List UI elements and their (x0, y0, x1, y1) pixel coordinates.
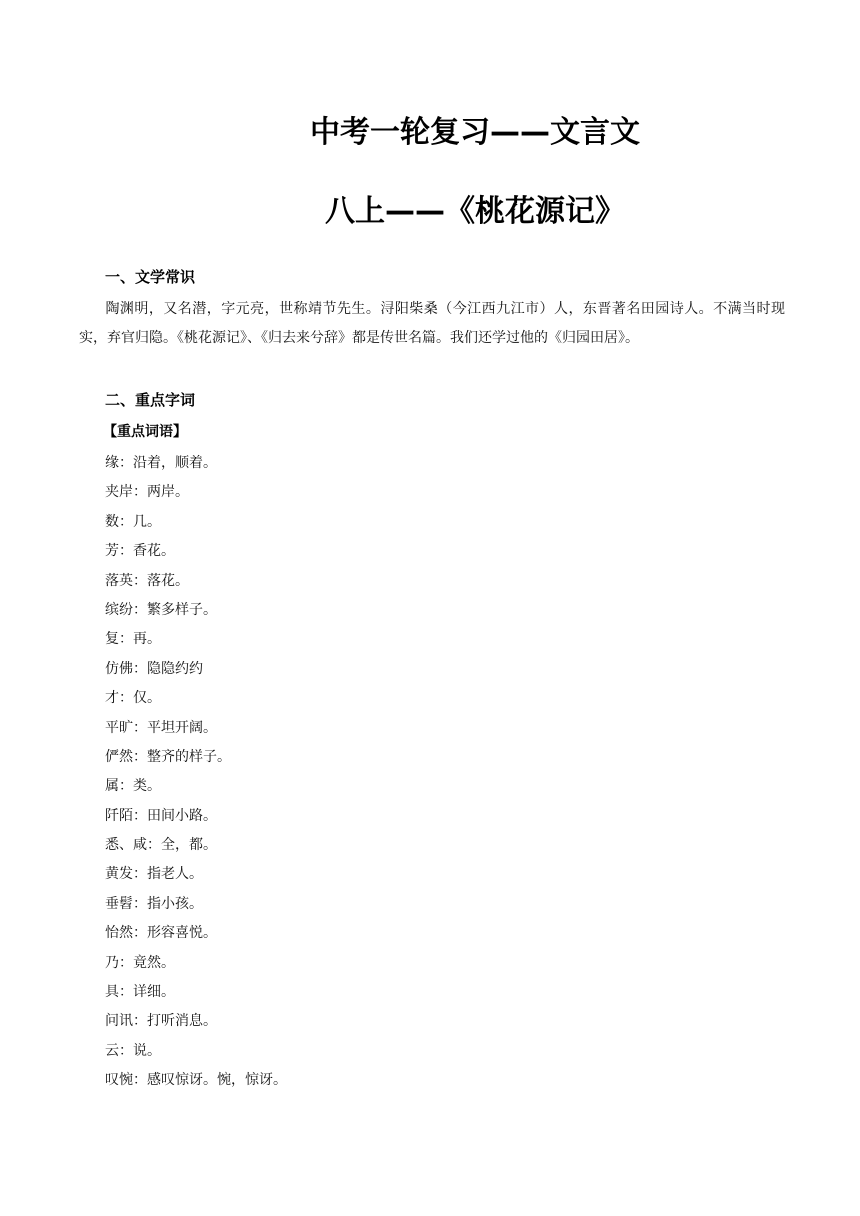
vocab-item: 黄发：指老人。 (105, 866, 203, 883)
vocab-item: 芳：香花。 (105, 543, 175, 560)
vocabulary-list (105, 449, 287, 1096)
vocab-item: 俨然：整齐的样子。 (105, 748, 231, 765)
vocab-item: 平旷：平坦开阔。 (105, 719, 217, 736)
vocab-item: 问讯：打听消息。 (105, 1013, 217, 1030)
vocab-item: 阡陌：田间小路。 (105, 807, 217, 824)
vocab-item: 夹岸：两岸。 (105, 484, 189, 501)
vocab-item: 数：几。 (105, 513, 161, 530)
vocab-item: 缤纷：繁多样子。 (105, 601, 217, 618)
vocab-item: 缘：沿着，顺着。 (105, 455, 217, 471)
document-subtitle: 八上——《桃花源记》 (325, 194, 625, 229)
vocab-item: 仿佛：隐隐约约 (105, 660, 203, 677)
vocab-item: 乃：竟然。 (105, 954, 175, 971)
vocab-item: 才：仅。 (105, 690, 161, 707)
vocab-item: 叹惋：感叹惊讶。惋，惊讶。 (105, 1072, 287, 1089)
vocab-item: 悉、咸：全，都。 (105, 837, 217, 854)
literary-knowledge-paragraph (79, 295, 785, 353)
document-title: 中考一轮复习——文言文 (310, 115, 640, 150)
section-heading-literary-knowledge: 一、文学常识 (105, 268, 196, 286)
vocab-item: 落英：落花。 (105, 572, 189, 589)
vocab-item: 垂髫：指小孩。 (105, 895, 203, 912)
vocab-item: 属：类。 (105, 778, 161, 795)
literary-knowledge-text: 陶渊明，又名潜，字元亮，世称靖节先生。浔阳柴桑（今江西九江市）人，东晋著名田园诗人。不满当时现实，弃官归隐。《桃花源记》、《归去来兮辞》都是传世名篇。我们还学过他的《归园田居》。 (79, 301, 785, 346)
key-words-subheading: 【重点词语】 (103, 424, 187, 440)
vocab-item: 云：说。 (105, 1042, 161, 1059)
vocab-item: 复：再。 (105, 631, 161, 648)
vocab-item: 具：详细。 (105, 984, 175, 1001)
section-heading-key-words: 二、重点字词 (105, 391, 196, 409)
vocab-item: 怡然：形容喜悦。 (105, 925, 217, 942)
